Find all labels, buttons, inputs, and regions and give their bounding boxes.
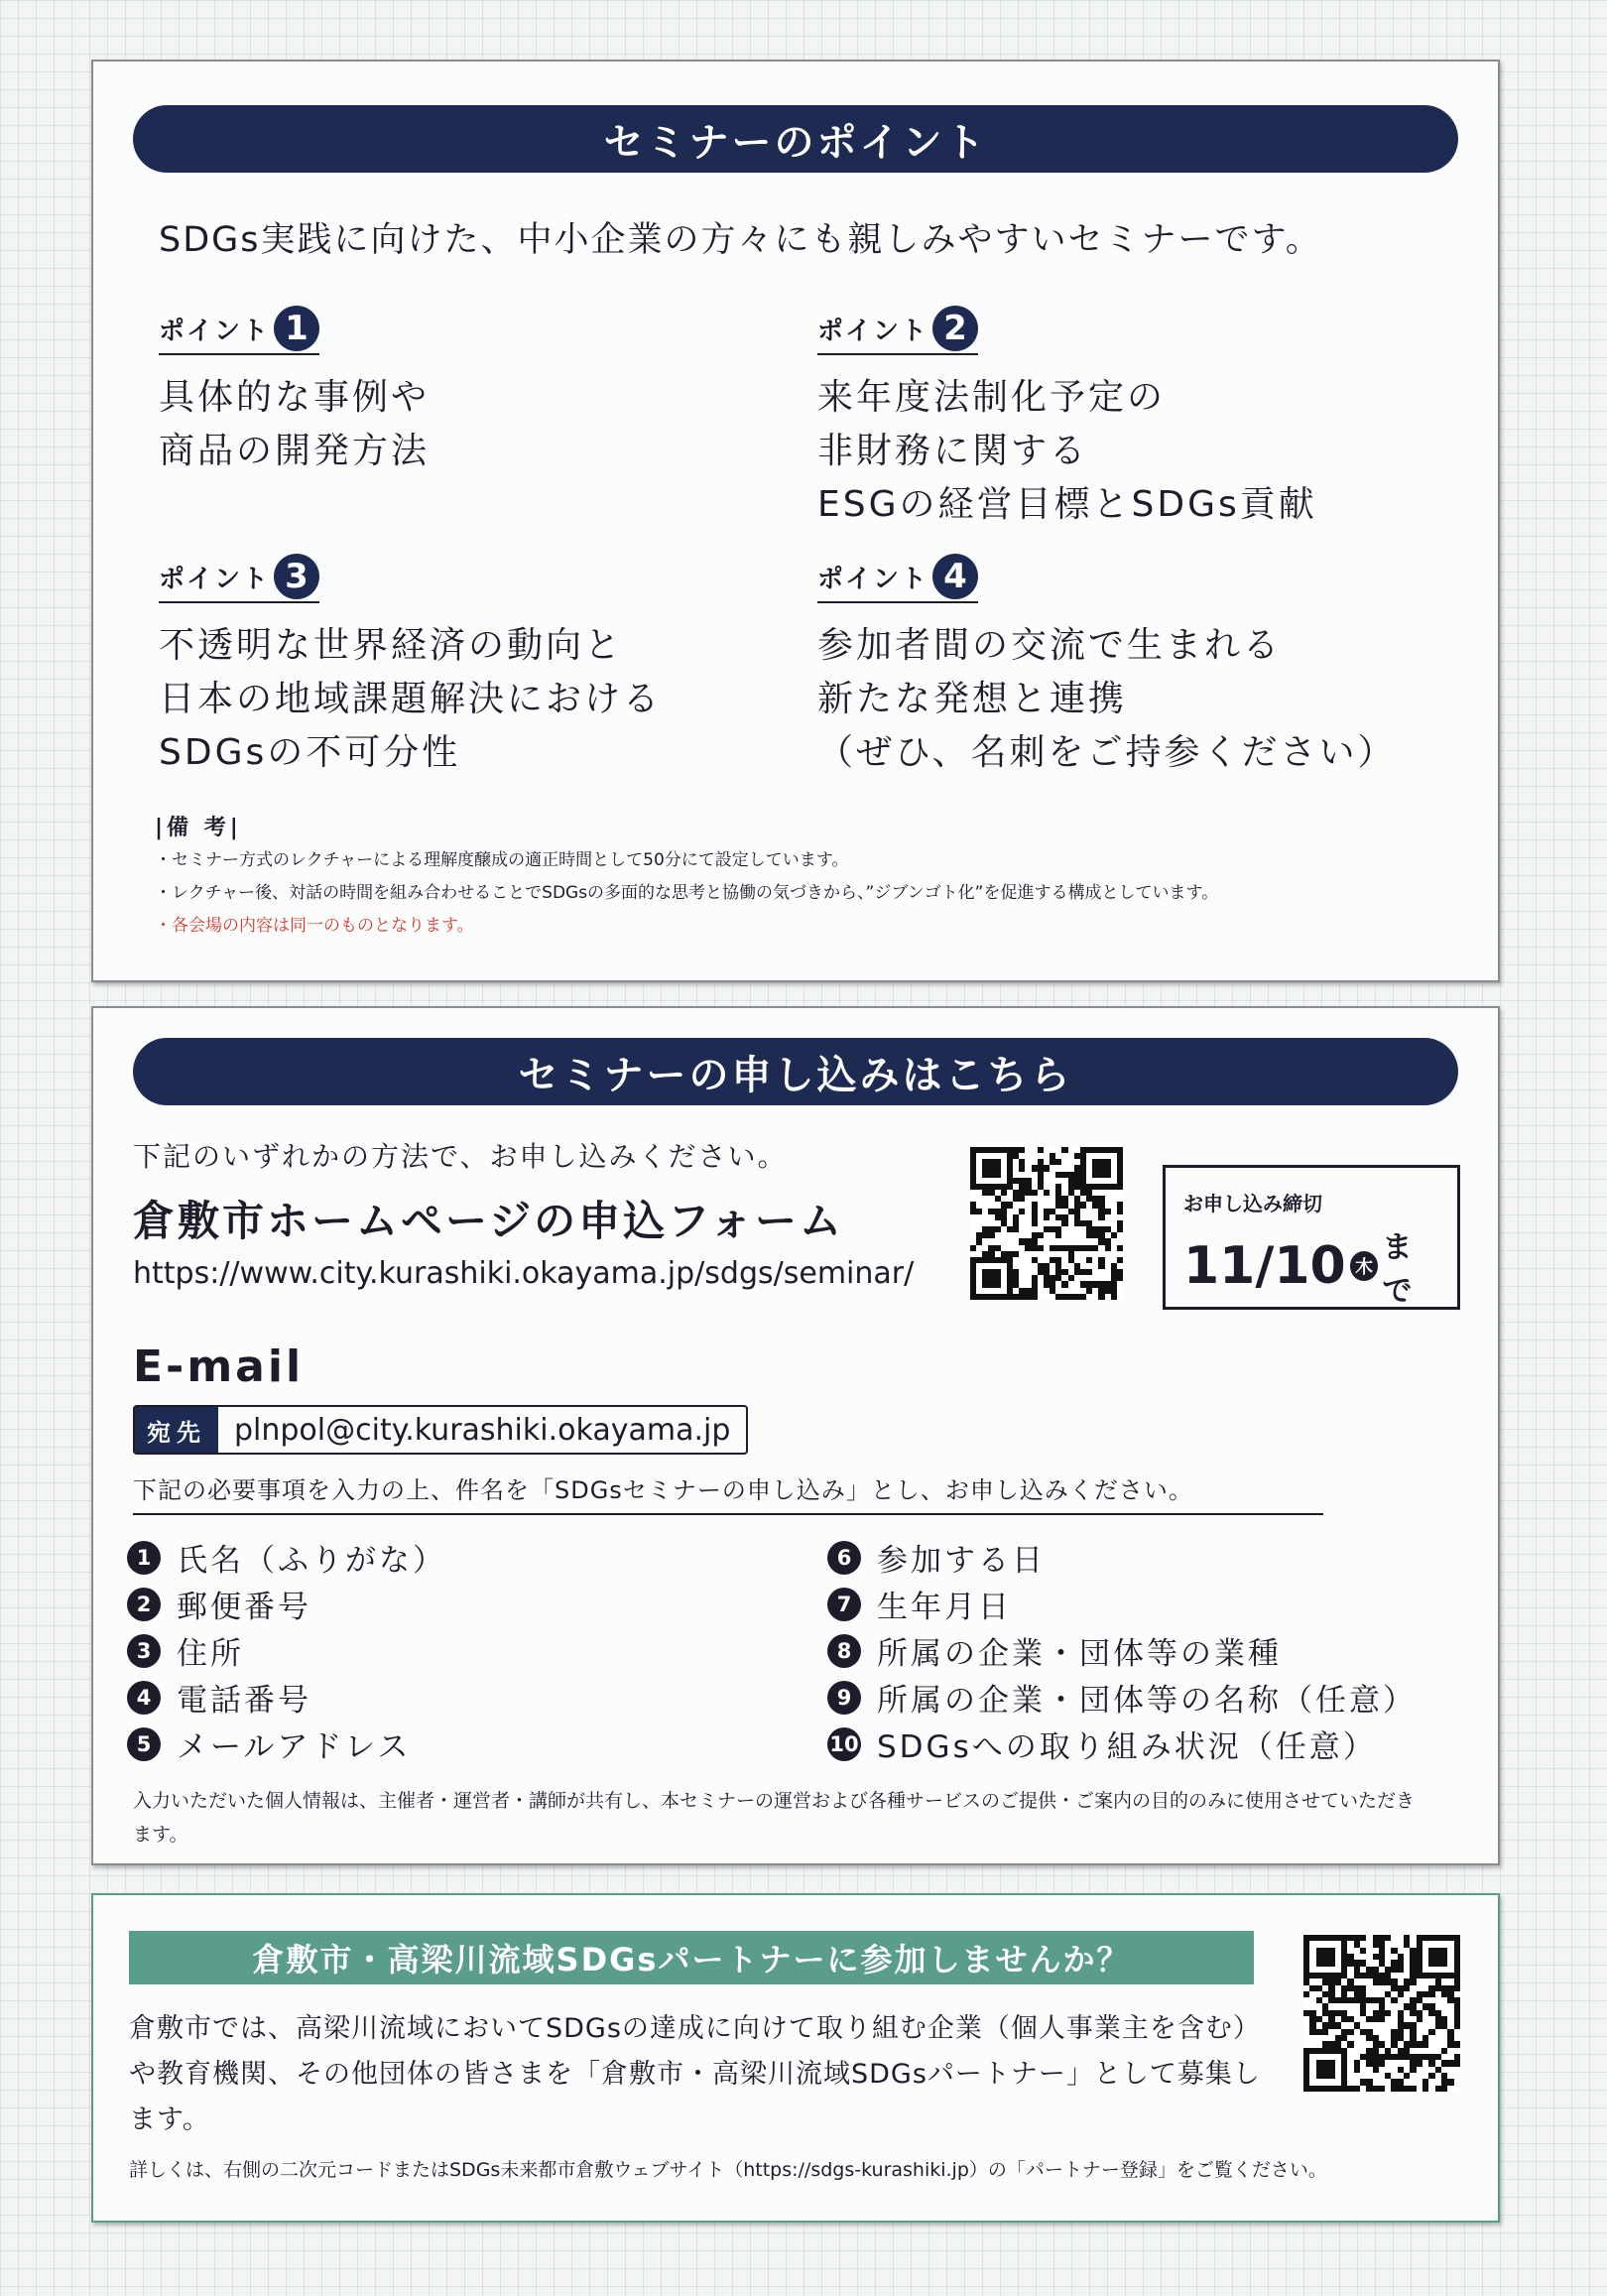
requirement-item: 1 氏名（ふりがな） <box>127 1534 446 1581</box>
requirements-list-right <box>827 1534 1417 1767</box>
point-2 <box>817 306 1317 532</box>
partner-card <box>91 1893 1500 2223</box>
application-card <box>91 1006 1500 1865</box>
seminar-points-card <box>91 60 1500 982</box>
point-label: ポイント 2 <box>817 306 978 355</box>
point-text: 不透明な世界経済の動向と 日本の地域課題解決における SDGsの不可分性 <box>159 625 663 773</box>
point-number-badge: 3 <box>274 554 319 599</box>
requirement-item: 10 SDGsへの取り組み状況（任意） <box>827 1721 1417 1767</box>
points-title-bar: セミナーのポイント <box>133 105 1458 173</box>
point-text: 参加者間の交流で生まれる 新たな発想と連携 （ぜひ、名刺をご持参ください） <box>817 625 1397 773</box>
form-heading: 倉敷市ホームページの申込フォーム <box>133 1197 845 1245</box>
requirement-item: 2 郵便番号 <box>127 1581 446 1627</box>
remark-line: ・セミナー方式のレクチャーによる理解度醸成の適正時間として50分にて設定しています。 <box>155 850 849 870</box>
point-number-badge: 1 <box>274 306 319 351</box>
email-to-tag: 宛先 <box>135 1407 218 1453</box>
requirements-list-left <box>127 1534 446 1767</box>
deadline-label: お申し込み締切 <box>1183 1192 1322 1215</box>
email-address-box <box>133 1405 748 1455</box>
partner-note: 詳しくは、右側の二次元コードまたはSDGs未来都市倉敷ウェブサイト（https://sdgs-kurashiki.jp）の「パートナー登録」をご覧ください。 <box>129 2159 1327 2181</box>
partner-qr-code-icon[interactable] <box>1303 1935 1460 2092</box>
point-4 <box>817 554 1397 780</box>
requirement-item: 5 メールアドレス <box>127 1721 446 1767</box>
weekday-badge: 木 <box>1350 1251 1379 1281</box>
email-address-link[interactable]: plnpol@city.kurashiki.okayama.jp <box>234 1412 731 1448</box>
requirement-item: 3 住所 <box>127 1627 446 1674</box>
requirement-item: 9 所属の企業・団体等の名称（任意） <box>827 1674 1417 1721</box>
remark-line-red: ・各会場の内容は同一のものとなります。 <box>155 916 474 936</box>
requirement-item: 6 参加する日 <box>827 1534 1417 1581</box>
point-label: ポイント 4 <box>817 554 978 603</box>
point-label: ポイント 1 <box>159 306 319 355</box>
point-label: ポイント 3 <box>159 554 319 603</box>
point-number-badge: 2 <box>932 306 978 351</box>
privacy-note: 入力いただいた個人情報は、主催者・運営者・講師が共有し、本セミナーの運営および各種サービスのご提供・ご案内の目的のみに使用させていただきます。 <box>133 1790 1416 1846</box>
email-heading: E-mail <box>133 1341 305 1392</box>
apply-intro: 下記のいずれかの方法で、お申し込みください。 <box>133 1140 788 1173</box>
partner-description: 倉敷市では、高梁川流域においてSDGsの達成に向けて取り組む企業（個人事業主を含む）や教育機関、その他団体の皆さまを「倉敷市・高梁川流域SDGsパートナー」として募集します。 <box>129 2013 1261 2135</box>
form-qr-code-icon[interactable] <box>970 1147 1123 1300</box>
apply-title-bar: セミナーの申し込みはこちら <box>133 1038 1458 1105</box>
remark-line: ・レクチャー後、対話の時間を組み合わせることでSDGsの多面的な思考と協働の気づきから、”ジブンゴト化”を促進する構成としています。 <box>155 883 1219 903</box>
deadline-date: 11/10 木 まで <box>1183 1230 1413 1309</box>
deadline-box <box>1163 1165 1460 1310</box>
requirement-item: 7 生年月日 <box>827 1581 1417 1627</box>
requirement-item: 8 所属の企業・団体等の業種 <box>827 1627 1417 1674</box>
point-1 <box>159 306 430 478</box>
form-url-link[interactable]: https://www.city.kurashiki.okayama.jp/sdgs/seminar/ <box>133 1256 915 1291</box>
requirement-item: 4 電話番号 <box>127 1674 446 1721</box>
point-3 <box>159 554 662 780</box>
partner-title-bar: 倉敷市・高梁川流域SDGsパートナーに参加しませんか？ <box>129 1931 1254 1984</box>
point-text: 来年度法制化予定の 非財務に関する ESGの経営目標とSDGs貢献 <box>817 377 1317 525</box>
remarks-title: |備 考| <box>155 816 242 840</box>
remarks <box>155 812 1218 943</box>
points-intro: SDGs実践に向けた、中小企業の方々にも親しみやすいセミナーです。 <box>159 220 1322 260</box>
point-text: 具体的な事例や 商品の開発方法 <box>159 377 431 471</box>
email-instructions: 下記の必要事項を入力の上、件名を「SDGsセミナーの申し込み」とし、お申し込みください。 <box>133 1470 1323 1515</box>
point-number-badge: 4 <box>932 554 978 599</box>
